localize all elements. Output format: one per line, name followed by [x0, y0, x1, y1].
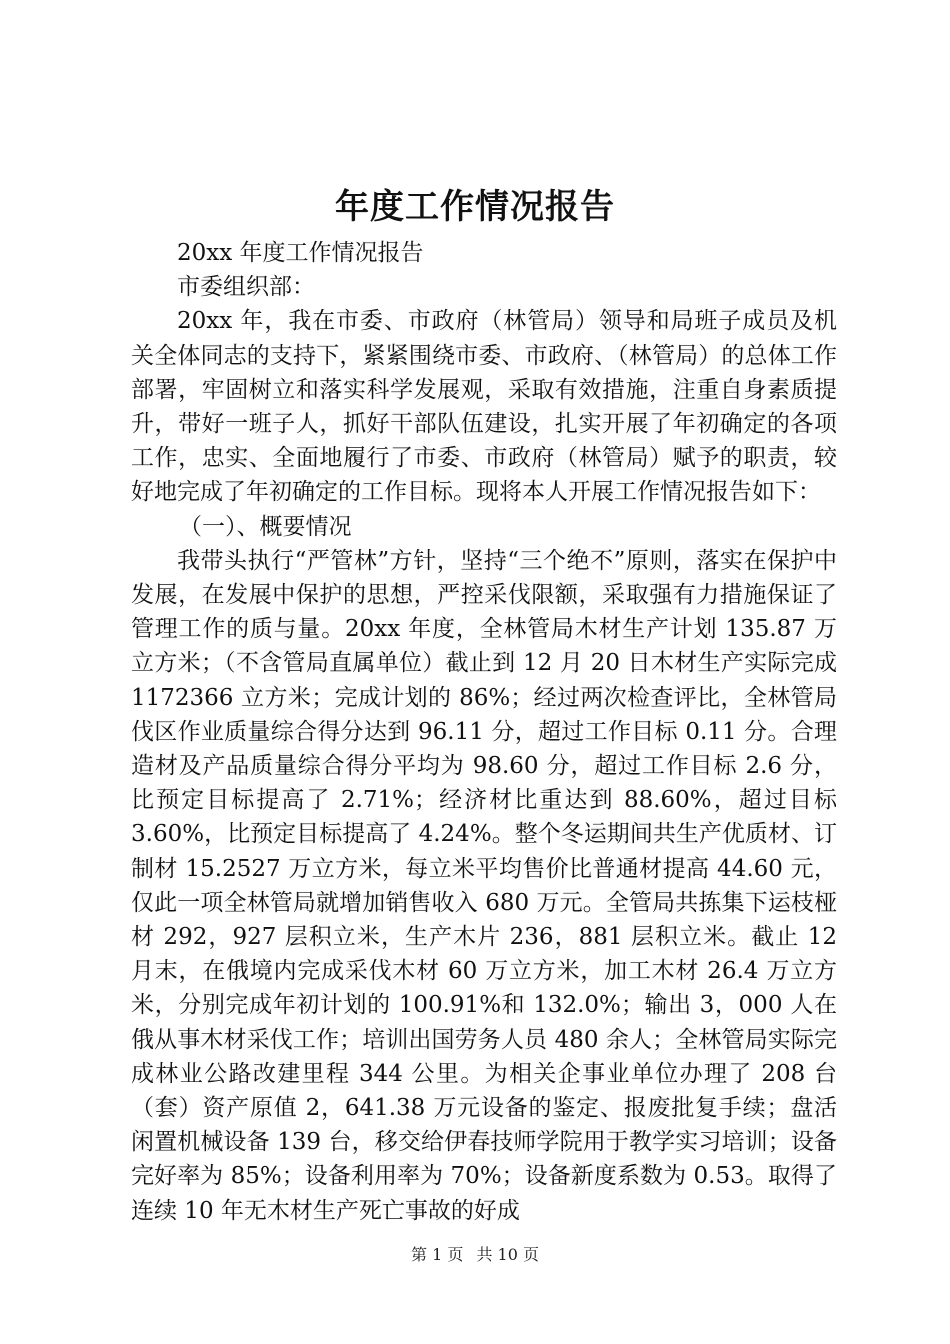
paragraph-summary: 我带头执行“严管林”方针，坚持“三个绝不”原则，落实在保护中发展，在发展中保护的思想，严控采伐限额，采取强有力措施保证了管理工作的质与量。20xx 年度，全林管局木材生产计划 135.87 万立方米；（不含管局直属单位）截止到 12 月 20 日木材生产实际完成 1172366 立方米；完成计划的 86%；经过两次检查评比，全林管局伐区作业质量综合得分达到 96.11 分，超过工作目标 0.11 分。合理造材及产品质量综合得分平均为 98.60 分，超过工作目标 2.6 分，比预定目标提高了 2.71%；经济材比重达到 88.60%，超过目标 3.60%，比预定目标提高了 4.24%。整个冬运期间共生产优质材、订制材 15.2527 万立方米，每立米平均售价比普通材提高 44.60 元，仅此一项全林管局就增加销售收入 680 万元。全管局共拣集下运枝桠材 292，927 层积立米，生产木片 236，881 层积立米。截止 12 月末，在俄境内完成采伐木材 60 万立方米，加工木材 26.4 万立方米，分别完成年初计划的 100.91%和 132.0%；输出 3，000 人在俄从事木材采伐工作；培训出国劳务人员 480 余人；全林管局实际完成林业公路改建里程 344 公里。为相关企事业单位办理了 208 台（套）资产原值 2，641.38 万元设备的鉴定、报废批复手续；盘活闲置机械设备 139 台，移交给伊春技师学院用于教学实习培训；设备完好率为 85%；设备利用率为 70%；设备新度系数为 0.53。取得了连续 10 年无木材生产死亡事故的好成: [131, 547, 837, 1224]
page-total: 共 10 页: [476, 1245, 539, 1264]
addressee-line: 市委组织部：: [177, 274, 315, 301]
paragraph-intro: 20xx 年，我在市委、市政府（林管局）领导和局班子成员及机关全体同志的支持下，紧紧围绕市委、市政府、（林管局）的总体工作部署，牢固树立和落实科学发展观，采取有效措施，注重自身素质提升，带好一班子人，抓好干部队伍建设，扎实开展了年初确定的各项工作，忠实、全面地履行了市委、市政府（林管局）赋予的职责，较好地完成了年初确定的工作目标。现将本人开展工作情况报告如下：: [131, 308, 837, 506]
section-heading: （一）、概要情况: [179, 513, 352, 540]
page-footer: [0, 1243, 950, 1267]
subtitle-line: 20xx 年度工作情况报告: [177, 240, 424, 266]
document-body: [131, 236, 837, 1228]
document-title: 年度工作情况报告: [335, 187, 615, 227]
page-number: 第 1 页: [411, 1245, 464, 1264]
